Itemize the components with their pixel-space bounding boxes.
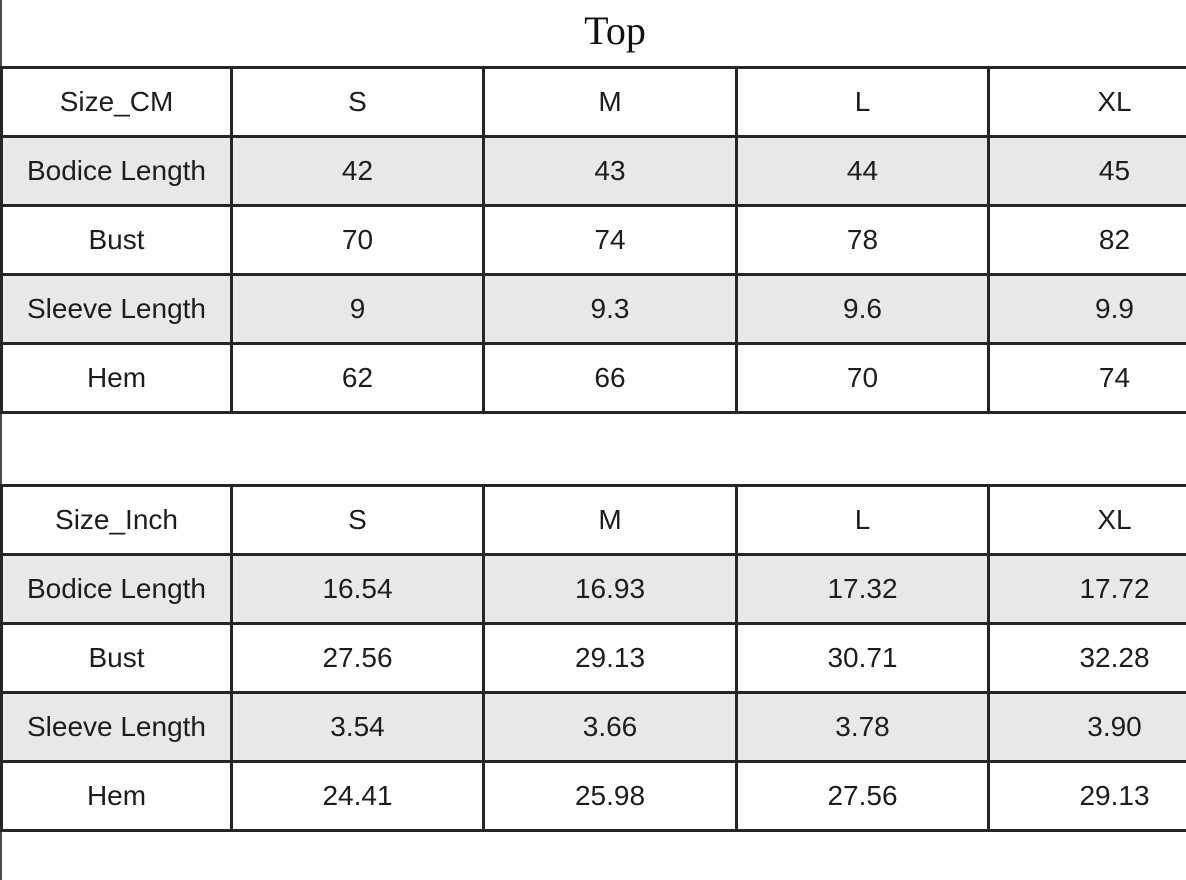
value-cell: 17.72 <box>989 555 1186 624</box>
header-cell: L <box>737 68 989 137</box>
value-cell: 66 <box>484 344 737 413</box>
value-cell: 82 <box>989 206 1186 275</box>
value-cell: 25.98 <box>484 762 737 831</box>
value-cell: 74 <box>484 206 737 275</box>
header-cell: L <box>737 486 989 555</box>
value-cell: 9.3 <box>484 275 737 344</box>
value-cell: 9 <box>232 275 484 344</box>
value-cell: 3.78 <box>737 693 989 762</box>
value-cell: 30.71 <box>737 624 989 693</box>
header-cell: XL <box>989 68 1186 137</box>
value-cell: 9.6 <box>737 275 989 344</box>
header-cell: Size_CM <box>2 68 232 137</box>
row-label: Bust <box>2 624 232 693</box>
table-row <box>2 693 1186 762</box>
row-label: Bodice Length <box>2 555 232 624</box>
table-row <box>2 344 1186 413</box>
value-cell: 3.66 <box>484 693 737 762</box>
value-cell: 16.54 <box>232 555 484 624</box>
value-cell: 43 <box>484 137 737 206</box>
table-row <box>2 762 1186 831</box>
table-row <box>2 206 1186 275</box>
row-label: Bodice Length <box>2 137 232 206</box>
header-cell: S <box>232 486 484 555</box>
header-cell: M <box>484 486 737 555</box>
value-cell: 62 <box>232 344 484 413</box>
value-cell: 17.32 <box>737 555 989 624</box>
table-gap <box>0 414 1186 484</box>
size-table-cm <box>0 66 1186 414</box>
chart-title: Top <box>584 8 646 53</box>
header-cell: S <box>232 68 484 137</box>
value-cell: 27.56 <box>232 624 484 693</box>
value-cell: 27.56 <box>737 762 989 831</box>
value-cell: 70 <box>232 206 484 275</box>
value-cell: 32.28 <box>989 624 1186 693</box>
value-cell: 9.9 <box>989 275 1186 344</box>
value-cell: 16.93 <box>484 555 737 624</box>
value-cell: 44 <box>737 137 989 206</box>
value-cell: 24.41 <box>232 762 484 831</box>
row-label: Bust <box>2 206 232 275</box>
header-cell: M <box>484 68 737 137</box>
value-cell: 70 <box>737 344 989 413</box>
row-label: Sleeve Length <box>2 693 232 762</box>
row-label: Hem <box>2 762 232 831</box>
value-cell: 45 <box>989 137 1186 206</box>
row-label: Hem <box>2 344 232 413</box>
table-header-row <box>2 68 1186 137</box>
header-cell: Size_Inch <box>2 486 232 555</box>
header-cell: XL <box>989 486 1186 555</box>
table-row <box>2 137 1186 206</box>
value-cell: 3.54 <box>232 693 484 762</box>
table-header-row <box>2 486 1186 555</box>
size-table-inch <box>0 484 1186 832</box>
value-cell: 78 <box>737 206 989 275</box>
value-cell: 29.13 <box>484 624 737 693</box>
table-row <box>2 624 1186 693</box>
value-cell: 29.13 <box>989 762 1186 831</box>
table-row <box>2 555 1186 624</box>
row-label: Sleeve Length <box>2 275 232 344</box>
value-cell: 3.90 <box>989 693 1186 762</box>
value-cell: 42 <box>232 137 484 206</box>
table-row <box>2 275 1186 344</box>
value-cell: 74 <box>989 344 1186 413</box>
